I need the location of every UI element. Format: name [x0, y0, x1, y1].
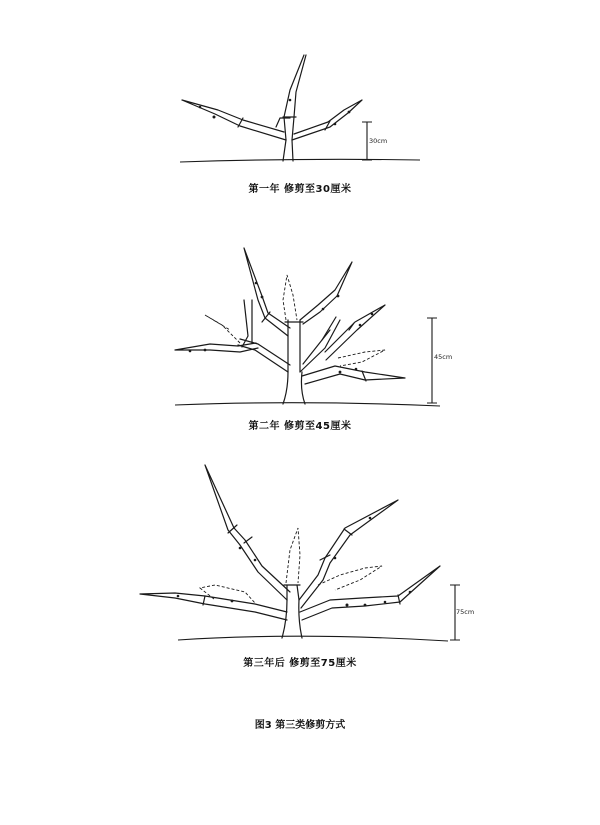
height-label-year-3: 75cm: [456, 608, 475, 616]
ground-line: [178, 636, 448, 641]
figure-caption: 图3 第三类修剪方式: [254, 720, 346, 731]
central-leader: [284, 585, 300, 600]
height-label-year-1: 30cm: [369, 137, 388, 145]
caption-year-2: 第二年 修剪至45厘米: [248, 421, 352, 432]
caption-year-3: 第三年后 修剪至75厘米: [243, 658, 357, 669]
caption-year-1: 第一年 修剪至30厘米: [248, 184, 352, 195]
height-label-year-2: 45cm: [434, 353, 453, 361]
